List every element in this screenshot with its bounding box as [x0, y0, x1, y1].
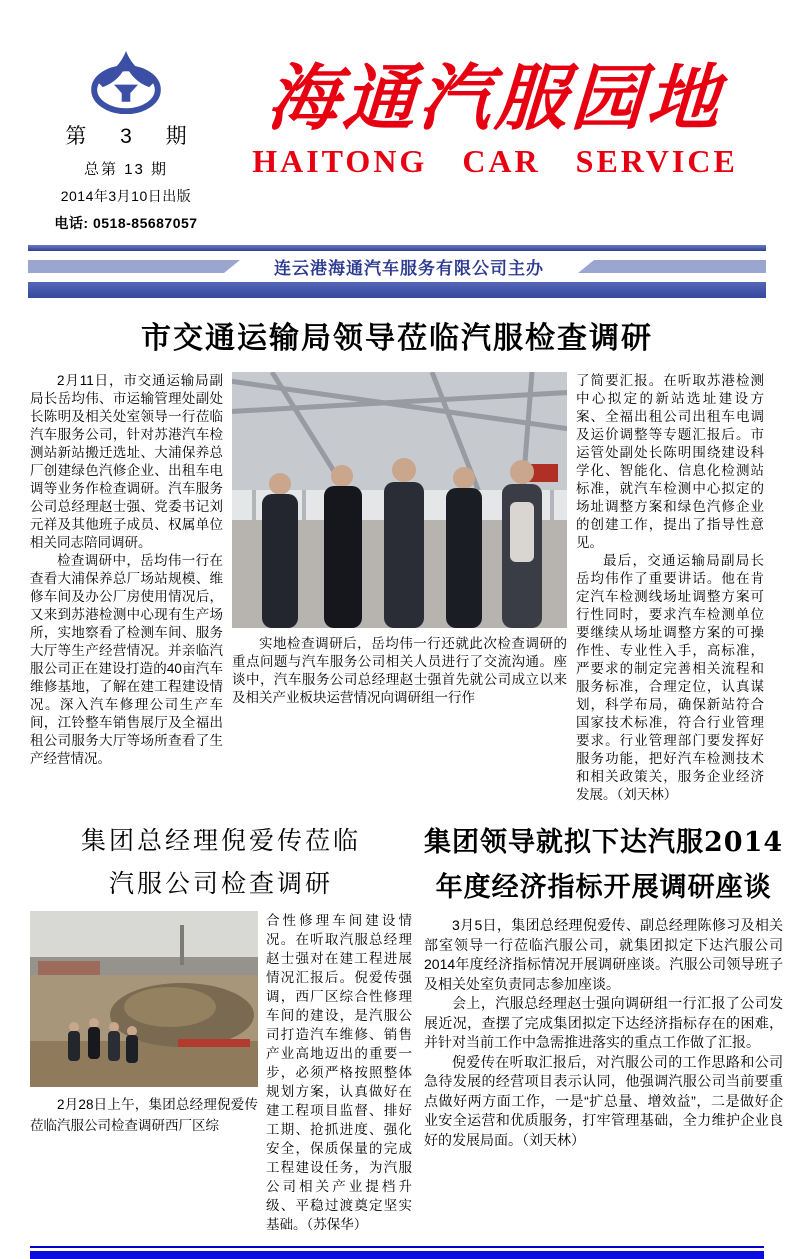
article-2-photo-caption: 2月28日上午，集团总经理倪爱传莅临汽服公司检查调研西厂区综 [30, 1097, 258, 1133]
newsletter-title-chinese: 海通汽服园地 [264, 55, 726, 140]
article-2-body: 合性修理车间建设情况。在听取汽服总经理赵士强对在建工程进展情况汇报后。倪爱传强调，西厂区综合性修理车间的建设，是汽服公司打造汽车维修、销售产业高地迈出的重要一步，必须严格按照整体规划方案，认真做好在建工程项目监督、排好工期、抢抓进度、强化安全，保质保量的完成工程建设任务，为汽服公司相关产业提档升级、平稳过渡奠定坚实基础。（苏保华） [266, 913, 412, 1232]
phone-number: 电话: 0518-85687057 [54, 215, 198, 231]
footer-rule-thick [30, 1251, 764, 1259]
article-1-photo [232, 372, 567, 628]
haitong-logo-icon [83, 50, 169, 114]
organizer-text: 连云港海通汽车服务有限公司主办 [274, 259, 544, 278]
article-1-headline: 市交通运输局领导莅临汽服检查调研 [141, 322, 653, 355]
publish-date: 2014年3月10日出版 [60, 188, 192, 204]
article-3-headline-line1: 集团领导就拟下达汽服2014 [424, 827, 784, 858]
article-1-paragraph: 2月11日，市交通运输局副局长岳均伟、市运输管理处副处长陈明及相关处室领导一行莅临汽车服务公司，针对苏港汽车检测站新站搬迁选址、大浦保养总厂创建绿色汽修企业、出租车电调等业务作检查调研。汽车服务公司总经理赵士强、党委书记刘元祥及其他班子成员、权属单位相关同志陪同调研。 [30, 373, 223, 550]
footer-rule [30, 1246, 764, 1259]
masthead-issue-block [28, 50, 224, 233]
banner-top-rule [28, 245, 766, 251]
masthead-title-block [224, 50, 766, 233]
article-3-headline-line2: 年度经济指标开展调研座谈 [435, 872, 772, 903]
article-2 [30, 820, 412, 1234]
article-2-headline-line1: 集团总经理倪爱传莅临 [80, 827, 361, 855]
article-1-paragraph: 实地检查调研后，岳均伟一行还就此次检查调研的重点问题与汽车服务公司相关人员进行了交流沟通。座谈中，汽车服务公司总经理赵士强首先就公司成立以来及相关产业板块运营情况向调研组一行作 [232, 636, 567, 705]
banner-stripe-right [578, 260, 766, 273]
article-3 [424, 820, 783, 1234]
article-1-column-center [232, 372, 567, 804]
article-1-paragraph: 了简要汇报。在听取苏港检测中心拟定的新站选址建设方案、全福出租公司出租车电调及运价调整等专题汇报后。市运管处副处长陈明围绕建设科学化、智能化、信息化检测站标准，就汽车检测中心拟定的场址调整方案和绿色汽修企业的创建工作，提出了指导性意见。 [576, 373, 764, 550]
masthead [0, 0, 794, 233]
article-1-paragraph: 最后，交通运输局副局长岳均伟作了重要讲话。他在肯定汽车检测线场址调整方案可行性同时，要求汽车检测单位要继续从场址调整方案的可操作性、专业性入手，高标准，严要求的制定完善相关流程和服务标准，合理定位，认真谋划，科学布局，确保新站符合国家技术标准，符合行业管理要求。行业管理部门要发挥好服务功能，把好汽车检测技术和相关政策关，服务企业经济发展。（刘天林） [576, 553, 764, 802]
brand-logo [28, 50, 224, 116]
banner-bottom-rule [28, 282, 766, 298]
footer-rule-thin [30, 1246, 764, 1248]
article-1-column-right [576, 372, 764, 804]
article-1-paragraph: 检查调研中，岳均伟一行在查看大浦保养总厂场站规模、维修车间及办公厂房使用情况后，又来到苏港检测中心现有生产场所，实地察看了检测车间、服务大厅等生产经营情况。并亲临汽服公司正在建设打造的40亩汽车维修基地，了解在建工程建设情况。深入汽车修理公司生产车间，江铃整车销售展厅及全福出租公司服务大厅等场所查看了生产经营情况。 [30, 553, 223, 766]
newsletter-title-english: HAITONG CAR SERVICE [252, 142, 738, 179]
banner-stripe-left [28, 260, 240, 273]
organizer-banner [28, 245, 766, 298]
article-2-photo-column [30, 911, 258, 1234]
total-issue-number: 总第 13 期 [83, 161, 169, 178]
article-3-paragraph: 会上，汽服总经理赵士强向调研组一行汇报了公司发展近况，查摆了完成集团拟定下达经济指标存在的困难，并针对当前工作中急需推进落实的重点工作做了汇报。 [424, 995, 784, 1050]
article-3-paragraph: 3月5日，集团总经理倪爱传、副总经理陈修习及相关部室领导一行莅临汽服公司，就集团拟定下达汽服公司2014年度经济指标情况开展调研座谈。汽服公司领导班子及相关处室负责同志参加座谈。 [424, 917, 784, 992]
article-1-column-left [30, 372, 223, 804]
article-2-headline-line2: 汽服公司检查调研 [108, 870, 333, 898]
article-1 [30, 313, 764, 804]
issue-number: 第 3 期 [65, 125, 201, 148]
article-2-photo [30, 911, 258, 1087]
article-3-paragraph: 倪爱传在听取汇报后，对汽服公司的工作思路和公司急待发展的经营项目表示认同，他强调汽服公司当前要重点做好两方面工作，一是“扩总量、增效益”，二是做好企业安全运营和优质服务，打牢管理基础，全力维护企业良好的发展局面。（刘天林） [424, 1053, 784, 1148]
